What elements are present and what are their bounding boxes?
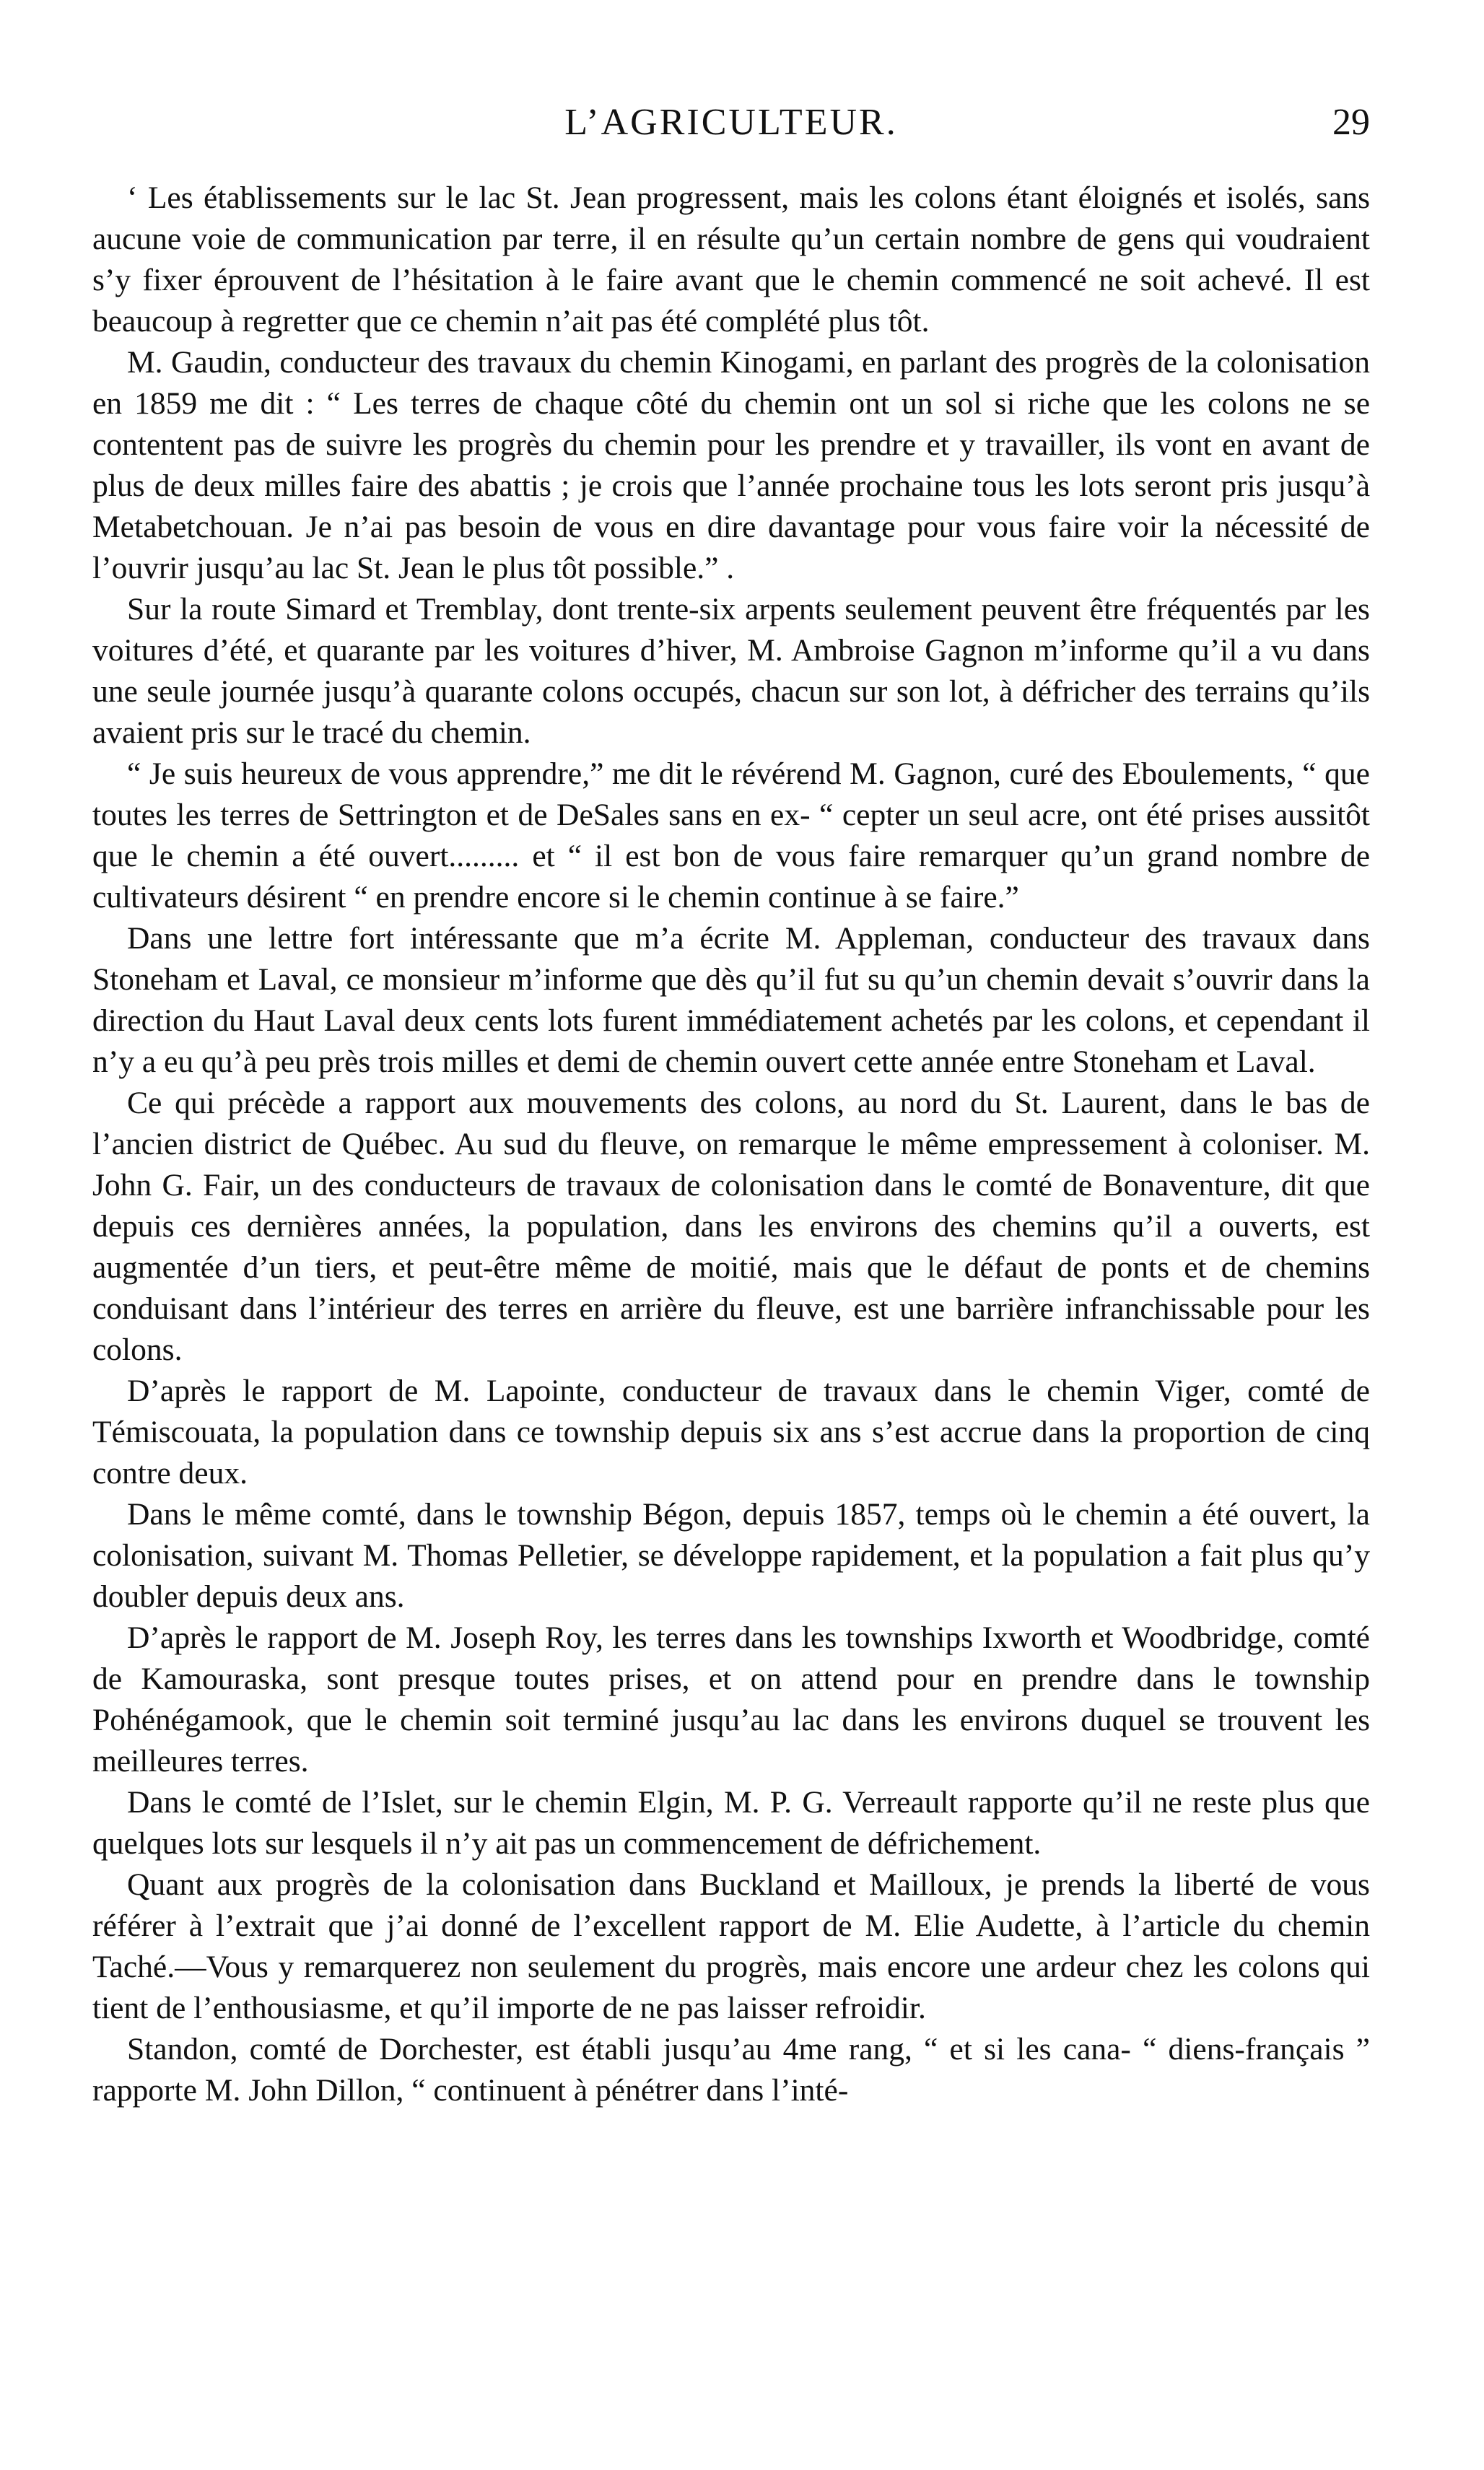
paragraph: Dans le comté de l’Islet, sur le chemin Elgin, M. P. G. Verreault rapporte qu’il ne reste plus que quelques lots sur lesquels il n’y ait pas un commencement de défrichement. [92,1785,1370,1861]
paragraph: Quant aux progrès de la colonisation dans Buckland et Mailloux, je prends la liberté de vous référer à l’extrait que j’ai donné de l’excellent rapport de M. Elie Audette, à l’article du chemin Taché.—Vous y remarquerez non seulement du progrès, mais encore une ardeur chez les colons qui tient de l’enthousiasme, et qu’il importe de ne pas laisser refroidir. [92,1867,1370,2025]
body-text [92,178,1370,2111]
running-head [92,101,1370,159]
paragraph: D’après le rapport de M. Joseph Roy, les terres dans les townships Ixworth et Woodbridge, comté de Kamouraska, sont presque toutes prises, et on attend pour en prendre dans le township Pohénégamook, que le chemin soit terminé jusqu’au lac dans les environs duquel se trouvent les meilleures terres. [92,1620,1370,1779]
page-number: 29 [1332,102,1370,143]
paragraph: Ce qui précède a rapport aux mouvements des colons, au nord du St. Laurent, dans le bas de l’ancien district de Québec. Au sud du fleuve, on remarque le même empressement à coloniser. M. John G. Fair, un des conducteurs de travaux de colonisation dans le comté de Bonaventure, dit que depuis ces dernières années, la population, dans les environs des chemins qu’il a ouverts, est augmentée d’un tiers, et peut-être même de moitié, mais que le défaut de ponts et de chemins conduisant dans l’intérieur des terres en arrière du fleuve, est une barrière infranchissable pour les colons. [92,1086,1370,1367]
paragraph: Dans une lettre fort intéressante que m’a écrite M. Appleman, conducteur des travaux dans Stoneham et Laval, ce monsieur m’informe que dès qu’il fut su qu’un chemin devait s’ouvrir dans la direction du Haut Laval deux cents lots furent immédiatement achetés par les colons, et cependant il n’y a eu qu’à peu près trois milles et demi de chemin ouvert cette année entre Stoneham et Laval. [92,921,1370,1079]
paragraph: D’après le rapport de M. Lapointe, conducteur de travaux dans le chemin Viger, comté de Témiscouata, la population dans ce township depuis six ans s’est accrue dans la proportion de cinq contre deux. [92,1374,1370,1491]
paragraph: M. Gaudin, conducteur des travaux du chemin Kinogami, en parlant des progrès de la colonisation en 1859 me dit : “ Les terres de chaque côté du chemin ont un sol si riche que les colons ne se contentent pas de suivre les progrès du chemin pour les prendre et y travailler, ils vont en avant de plus de deux milles faire des abattis ; je crois que l’année prochaine tous les lots seront pris jusqu’à Metabetchouan. Je n’ai pas besoin de vous en dire davantage pour vous faire voir la nécessité de l’ouvrir jusqu’au lac St. Jean le plus tôt possible.” . [92,345,1370,585]
running-title: L’AGRICULTEUR. [564,102,898,143]
paragraph: Sur la route Simard et Tremblay, dont trente-six arpents seulement peuvent être fréquentés par les voitures d’été, et quarante par les voitures d’hiver, M. Ambroise Gagnon m’informe qu’il a vu dans une seule journée jusqu’à quarante colons occupés, chacun sur son lot, à défricher des terrains qu’ils avaient pris sur le tracé du chemin. [92,592,1370,750]
paragraph: ‘ Les établissements sur le lac St. Jean progressent, mais les colons étant éloignés et isolés, sans aucune voie de communication par terre, il en résulte qu’un certain nombre de gens qui voudraient s’y fixer éprouvent de l’hésitation à le faire avant que le chemin commencé ne soit achevé. Il est beaucoup à regretter que ce chemin n’ait pas été complété plus tôt. [92,180,1370,339]
paragraph: Dans le même comté, dans le township Bégon, depuis 1857, temps où le chemin a été ouvert, la colonisation, suivant M. Thomas Pelletier, se développe rapidement, et la population a fait plus qu’y doubler depuis deux ans. [92,1497,1370,1614]
paragraph: Standon, comté de Dorchester, est établi jusqu’au 4me rang, “ et si les cana- “ diens-français ” rapporte M. John Dillon, “ continuent à pénétrer dans l’inté- [92,2032,1370,2108]
document-page [92,101,1370,2111]
paragraph: “ Je suis heureux de vous apprendre,” me dit le révérend M. Gagnon, curé des Eboulements, “ que toutes les terres de Settrington et de DeSales sans en ex- “ cepter un seul acre, ont été prises aussitôt que le chemin a été ouvert......... et “ il est bon de vous faire remarquer qu’un grand nombre de cultivateurs désirent “ en prendre encore si le chemin continue à se faire.” [92,756,1370,915]
